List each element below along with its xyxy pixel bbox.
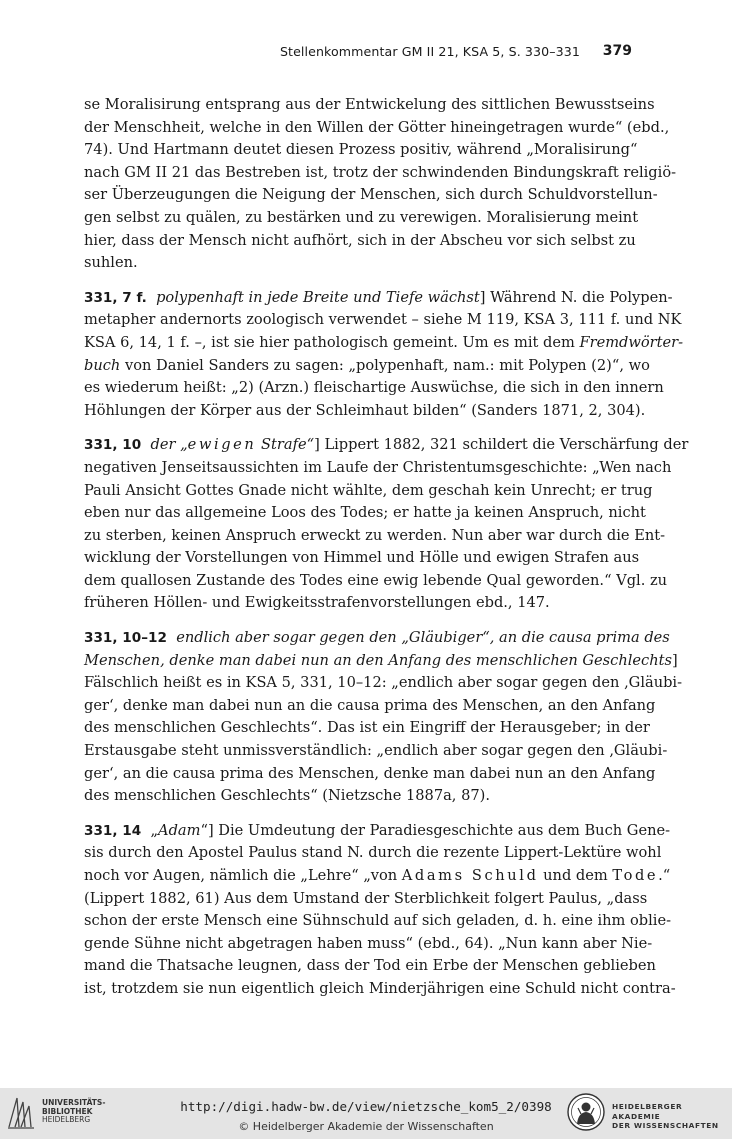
text-line: gende Sühne nicht abgetragen haben muss“ (ebd., 64). „Nun kann aber Nie-: [84, 934, 653, 952]
line-reference: 331, 14: [84, 822, 142, 839]
text-line: 74). Und Hartmann deutet diesen Prozess positiv, während „Moralisirung“: [84, 141, 638, 159]
lemma-part: Strafe“: [256, 436, 315, 454]
text-line: [84, 287, 673, 310]
text-line: des menschlichen Geschlechts“. Das ist ein Eingriff der Herausgeber; in der: [84, 719, 650, 737]
lemma-part: „: [150, 821, 159, 839]
text-line: ger‘, denke man dabei nun an die causa prima des Menschen, an den Anfang: [84, 696, 656, 714]
academy-seal-icon: [566, 1092, 606, 1132]
commentary-entry-331-10: [84, 434, 689, 615]
academy-name-line: HEIDELBERGER AKADEMIE: [612, 1102, 683, 1121]
line-reference: 331, 10: [84, 437, 142, 454]
text-line: mand die Thatsache leugnen, dass der Tod ein Erbe der Menschen geblieben: [84, 957, 656, 975]
text-line: gen selbst zu quälen, zu bestärken und zu verewigen. Moralisierung meint: [84, 208, 639, 226]
text-line: [84, 355, 650, 378]
text-line: hier, dass der Mensch nicht aufhört, sich in der Abscheu vor sich selbst zu: [84, 231, 636, 249]
text-line: wicklung der Vorstellungen von Himmel und Hölle und ewigen Strafen aus: [84, 549, 640, 567]
text-line: metapher andernorts zoologisch verwendet – siehe M 119, KSA 3, 111 f. und NK: [84, 311, 682, 329]
library-name-line: UNIVERSITÄTS-: [42, 1098, 106, 1107]
copyright-notice: © Heidelberger Akademie der Wissenschaften: [238, 1120, 494, 1133]
page-number: 379: [602, 43, 632, 59]
lemma: Adam: [158, 821, 201, 839]
line-reference: 331, 10–12: [84, 630, 167, 647]
text-fragment: von Daniel Sanders zu sagen: „polypenhaft, nam.: mit Polypen (2)“, wo: [124, 356, 650, 374]
lemma: polypenhaft in jede Breite und Tiefe wächst: [156, 288, 480, 306]
library-name-line: BIBLIOTHEK: [42, 1106, 93, 1116]
line-reference: 331, 7 f.: [84, 289, 147, 306]
text-line: dem quallosen Zustande des Todes eine ewig lebende Qual geworden.“ Vgl. zu: [84, 571, 668, 589]
text-line: Pauli Ansicht Gottes Gnade nicht wählte, dem geschah kein Unrecht; er trug: [84, 481, 653, 499]
text-line: der Menschheit, welche in den Willen der Götter hineingetragen wurde“ (ebd.,: [84, 118, 670, 136]
text-line: [84, 332, 684, 355]
text-fragment: KSA 6, 14, 1 f. –, ist sie hier pathologisch gemeint. Um es mit dem: [84, 333, 575, 351]
commentary-entry-331-14: [84, 820, 676, 1001]
text-fragment: .“: [658, 867, 671, 884]
permalink-url[interactable]: http://digi.hadw-bw.de/view/nietzsche_kom5_2/0398: [180, 1099, 552, 1114]
lemma: Menschen, denke man dabei nun an den Anfang des menschlichen Geschlechts: [84, 651, 672, 669]
text-line: Höhlungen der Körper aus der Schleimhaut bilden“ (Sanders 1871, 2, 304).: [84, 401, 646, 419]
text-line: suhlen.: [84, 254, 138, 272]
text-fragment: und dem: [538, 867, 613, 884]
lemma-part: der „: [150, 436, 188, 454]
commentary-entry-331-10-12: [84, 627, 683, 808]
italic-title: Fremdwörter-: [579, 333, 684, 351]
running-title: Stellenkommentar GM II 21, KSA 5, S. 330–331: [279, 44, 580, 59]
text-line: (Lippert 1882, 61) Aus dem Umstand der Sterblichkeit folgert Paulus, „dass: [84, 889, 648, 907]
text-fragment: ] Die Umdeutung der Paradiesgeschichte aus dem Buch Gene-: [207, 821, 671, 839]
text-line: nach GM II 21 das Bestreben ist, trotz der schwindenden Bindungskraft religiö-: [84, 163, 677, 181]
text-fragment: ]: [671, 651, 678, 669]
paragraph-continuation: [84, 94, 677, 275]
text-line: [84, 820, 671, 843]
italic-title: buch: [84, 356, 121, 374]
spaced-text: Adams Schuld: [401, 867, 539, 884]
text-line: es wiederum heißt: „2) (Arzn.) fleischartige Auswüchse, die sich in den innern: [84, 379, 664, 397]
digitization-footer: [0, 1088, 732, 1139]
text-line: Fälschlich heißt es in KSA 5, 331, 10–12: „endlich aber sogar gegen den ‚Gläubi-: [84, 674, 683, 692]
text-line: [84, 434, 689, 457]
lemma: [150, 436, 314, 453]
text-line: früheren Höllen- und Ewigkeitsstrafenvorstellungen ebd., 147.: [84, 594, 550, 612]
text-line: [84, 627, 670, 650]
text-line: ger‘, an die causa prima des Menschen, denke man dabei nun an den Anfang: [84, 764, 656, 782]
text-line: negativen Jenseitsaussichten im Laufe der Christentumsgeschichte: „Wen nach: [84, 458, 672, 476]
text-line: [84, 865, 671, 888]
text-fragment: noch vor Augen, nämlich die „Lehre“ „von: [84, 867, 402, 884]
text-line: [84, 650, 678, 673]
spaced-text: Tode: [612, 867, 659, 884]
library-name-line: HEIDELBERG: [42, 1115, 91, 1125]
commentary-entry-331-7: [84, 287, 684, 423]
lemma-spaced: ewigen: [187, 436, 257, 454]
text-line: se Moralisirung entsprang aus der Entwickelung des sittlichen Bewusstseins: [84, 96, 655, 113]
academy-name: [612, 1102, 732, 1131]
text-line: zu sterben, keinen Anspruch erweckt zu werden. Nun aber war durch die Ent-: [84, 526, 666, 544]
running-header: [84, 44, 632, 64]
text-line: ist, trotzdem sie nun eigentlich gleich Minderjährigen eine Schuld nicht contra-: [84, 979, 676, 997]
text-line: Erstausgabe steht unmissverständlich: „endlich aber sogar gegen den ‚Gläubi-: [84, 742, 668, 760]
text-line: des menschlichen Geschlechts“ (Nietzsche 1887a, 87).: [84, 787, 490, 805]
text-fragment: ] Während N. die Polypen-: [479, 288, 673, 306]
page-body: [84, 94, 689, 1013]
text-line: schon der erste Mensch eine Sühnschuld auf sich geladen, d. h. eine ihm oblie-: [84, 912, 672, 930]
text-fragment: ] Lippert 1882, 321 schildert die Verschärfung der: [314, 436, 689, 454]
lemma: endlich aber sogar gegen den „Gläubiger“, an die causa prima des: [176, 629, 670, 647]
lemma-part: “: [200, 821, 208, 839]
text-line: eben nur das allgemeine Loos des Todes; er hatte ja keinen Anspruch, nicht: [84, 504, 646, 522]
text-line: sis durch den Apostel Paulus stand N. durch die rezente Lippert-Lektüre wohl: [84, 844, 662, 862]
text-line: ser Überzeugungen die Neigung der Menschen, sich durch Schuldvorstellun-: [84, 186, 658, 204]
academy-name-line: DER WISSENSCHAFTEN: [612, 1121, 719, 1130]
